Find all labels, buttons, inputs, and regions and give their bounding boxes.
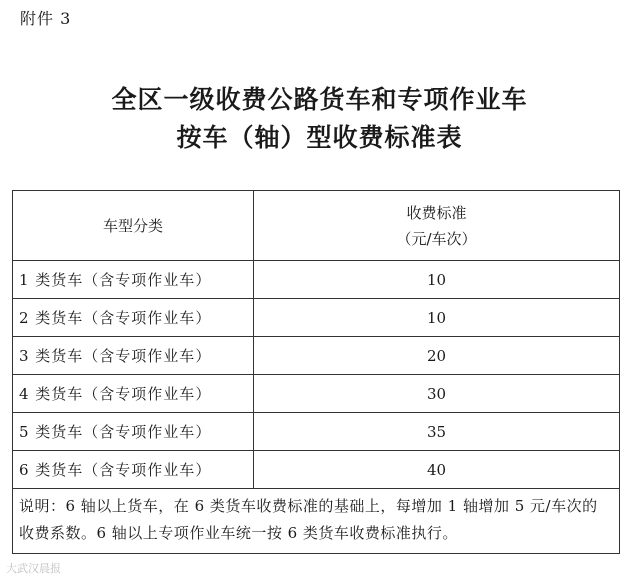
table-note: 说明：6 轴以上货车，在 6 类货车收费标准的基础上，每增加 1 轴增加 5 元/车次的收费系数。6 轴以上专项作业车统一按 6 类货车收费标准执行。 — [13, 489, 620, 554]
table-row — [13, 261, 620, 299]
document-title-line2: 按车（轴）型收费标准表 — [176, 123, 463, 152]
table-note-row — [13, 489, 620, 554]
attachment-label: 附件 3 — [20, 9, 72, 28]
vehicle-type-cell: 1 类货车（含专项作业车） — [13, 261, 254, 299]
header-fee-unit: （元/车次） — [396, 229, 477, 248]
fee-cell: 20 — [254, 337, 620, 375]
fee-cell: 10 — [254, 261, 620, 299]
header-fee-title: 收费标准 — [406, 203, 467, 222]
header-fee-standard — [254, 191, 620, 261]
table-row — [13, 413, 620, 451]
table-header-row — [13, 191, 620, 261]
table-row — [13, 337, 620, 375]
fee-cell: 40 — [254, 451, 620, 489]
header-vehicle-type: 车型分类 — [13, 191, 254, 261]
table-row — [13, 375, 620, 413]
document-title-line1: 全区一级收费公路货车和专项作业车 — [111, 85, 528, 114]
vehicle-type-cell: 4 类货车（含专项作业车） — [13, 375, 254, 413]
watermark: 大武汉晨报 — [6, 562, 61, 575]
table-row — [13, 299, 620, 337]
fee-cell: 10 — [254, 299, 620, 337]
vehicle-type-cell: 3 类货车（含专项作业车） — [13, 337, 254, 375]
vehicle-type-cell: 6 类货车（含专项作业车） — [13, 451, 254, 489]
table-row — [13, 451, 620, 489]
vehicle-type-cell: 2 类货车（含专项作业车） — [13, 299, 254, 337]
vehicle-type-cell: 5 类货车（含专项作业车） — [13, 413, 254, 451]
fee-cell: 30 — [254, 375, 620, 413]
toll-standard-table — [12, 190, 620, 554]
fee-cell: 35 — [254, 413, 620, 451]
